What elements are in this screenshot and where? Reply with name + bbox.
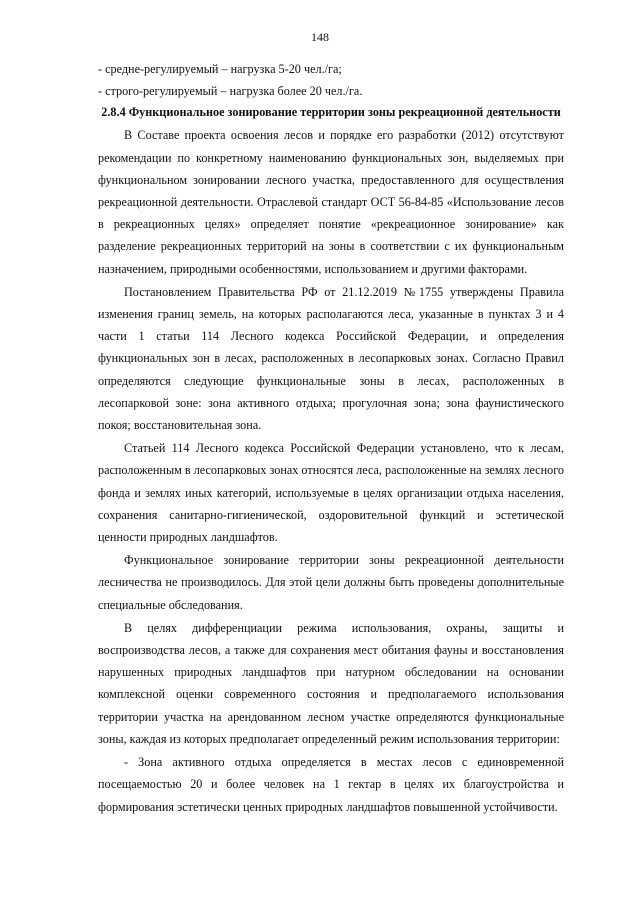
list-item: - средне-регулируемый – нагрузка 5-20 чел./га; <box>98 62 342 76</box>
section-heading: 2.8.4 Функциональное зонирование территории зоны рекреационной деятельности <box>101 105 561 120</box>
list-item: - строго-регулируемый – нагрузка более 20 чел./га. <box>98 84 363 99</box>
paragraph: В Составе проекта освоения лесов и порядке его разработки (2012) отсутствуют рекомендации по конкретному наименованию функциональных зон, выделяемых при функциональном зонировании лесного участка, предоставленного для осуществления рекреационной деятельности. Отраслевой стандарт ОСТ 56-84-85 «Использование лесов в рекреационных целях» определяет понятие «рекреационное зонирование» как разделение рекреационных территорий на зоны в соответствии с их функциональным назначением, природными особенностями, использованием и другими факторами. <box>98 128 564 276</box>
paragraph: - Зона активного отдыха определяется в местах лесов с единовременной посещаемостью 20 и более человек на 1 гектар в целях их благоустройства и формирования эстетически ценных природных ландшафтов повышенной устойчивости. <box>98 755 564 814</box>
document-body <box>98 58 564 819</box>
paragraph: В целях дифференциации режима использования, охраны, защиты и воспроизводства лесов, а также для сохранения мест обитания фауны и восстановления нарушенных природных ландшафтов при натурном обследовании на основании комплексной оценки современного состояния и предполагаемого использования территории участка на арендованном лесном участке определяются функциональные зоны, каждая из которых предполагает определенный режим использования территории: <box>98 620 564 746</box>
paragraph: Постановлением Правительства РФ от 21.12.2019 №1755 утверждены Правила изменения границ земель, на которых располагаются леса, указанные в пунктах 3 и 4 части 1 статьи 114 Лесного кодекса Российской Федерации, и определения функциональных зон в лесах, расположенных в лесопарковых зонах. Согласно Правил определяются следующие функциональные зоны в лесах, расположенных в лесопарковой зоне: зона активного отдыха; прогулочная зона; зона фаунистического покоя; восстановительная зона. <box>98 284 564 433</box>
paragraph: Статьей 114 Лесного кодекса Российской Федерации установлено, что к лесам, расположенным в лесопарковых зонах относятся леса, расположенные на землях лесного фонда и землях иных категорий, используемые в целях организации отдыха населения, сохранения санитарно-гигиенической, оздоровительной функций и эстетической ценности природных ландшафтов. <box>98 441 564 545</box>
page-number: 148 <box>311 30 329 44</box>
paragraph: Функциональное зонирование территории зоны рекреационной деятельности лесничества не производилось. Для этой цели должны быть проведены дополнительные специальные обследования. <box>98 553 564 612</box>
